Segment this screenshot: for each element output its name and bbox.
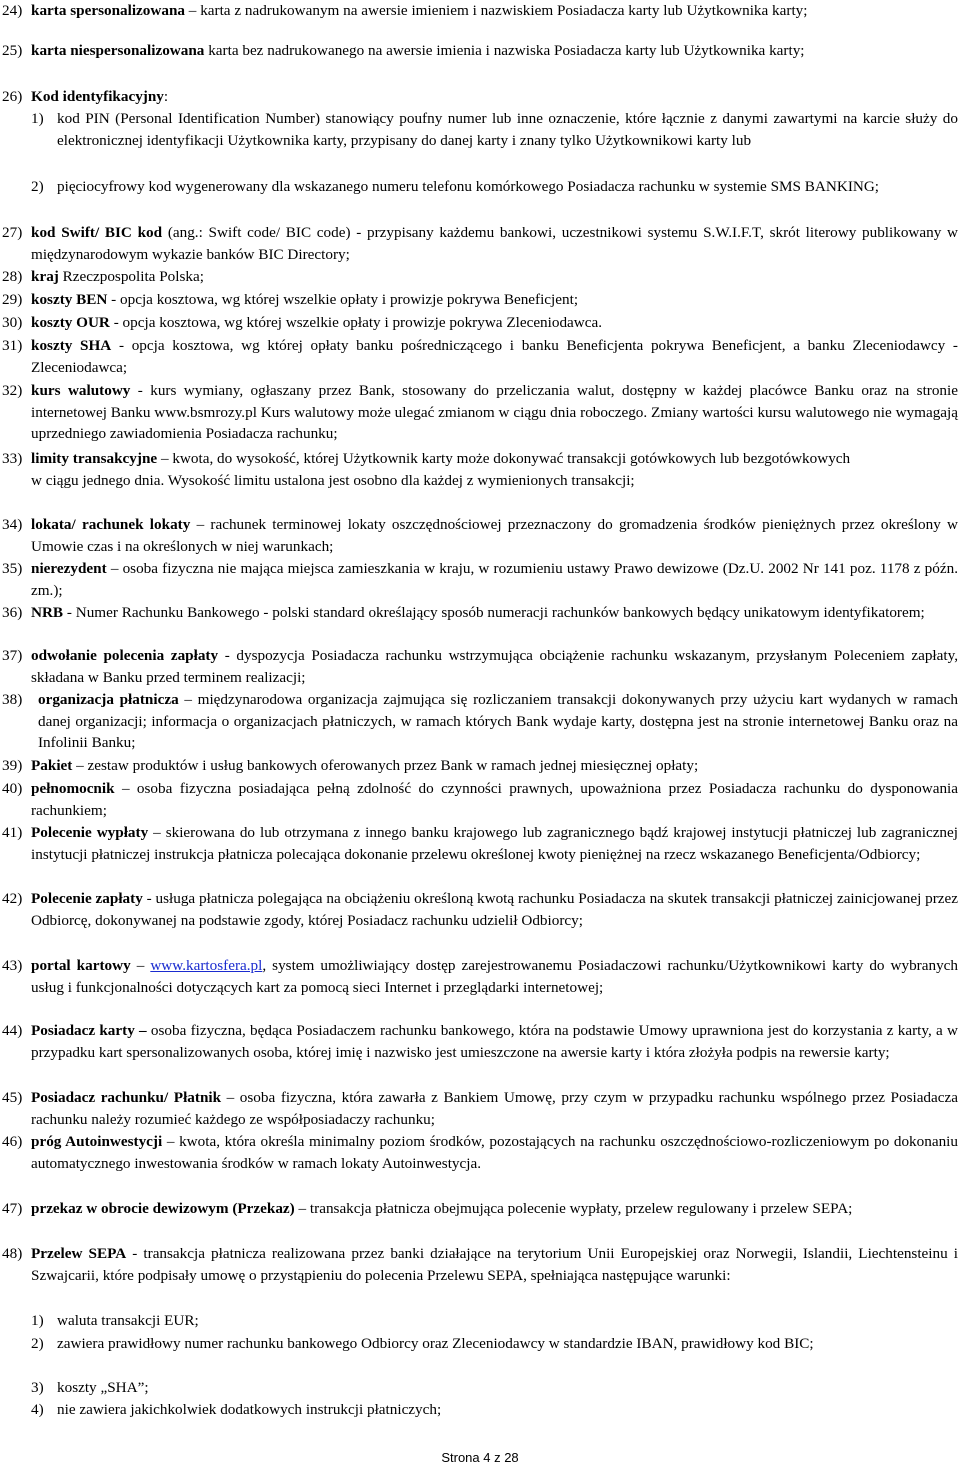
sub-number: 3) xyxy=(31,1379,44,1396)
definition-25 xyxy=(0,40,960,62)
definition-text: – transakcja płatnicza obejmująca polecenie wypłaty, przelew regulowany i przelew SEPA; xyxy=(294,1200,853,1217)
definition-text: – międzynarodowa organizacja zajmująca się rozliczaniem transakcji dokonywanych przy użyciu kart wydanych w ramach danej organizacji; informacja o organizacjach płatniczych, w ramach których Bank wydaje karty, dostępna jest na stronie internetowej Banku oraz na Infolinii Banku; xyxy=(38,691,958,751)
term: Pakiet xyxy=(31,757,73,774)
term: pełnomocnik xyxy=(31,780,115,797)
definition-38 xyxy=(0,689,960,754)
definition-34 xyxy=(0,514,960,557)
definition-text: – kwota, która określa minimalny poziom środków, pozostających na rachunku oszczędnościowo-rozliczeniowym po dokonaniu automatycznego inwestowania środków w ramach lokaty Autoinwestycja. xyxy=(31,1133,958,1172)
definition-text: - dyspozycja Posiadacza rachunku wstrzymująca obciążenie rachunku wskazanym, przysłanym Poleceniem zapłaty, składana w Banku przed terminem realizacji; xyxy=(31,647,958,686)
term: Polecenie wypłaty xyxy=(31,824,149,841)
item-number: 38) xyxy=(2,691,23,708)
item-number: 43) xyxy=(2,957,23,974)
definition-31 xyxy=(0,335,960,378)
definition-text: - opcja kosztowa, wg której opłaty banku pośredniczącego i banku Beneficjenta pokrywa Beneficjent, a banku Zleceniodawcy - Zleceniodawca; xyxy=(31,337,958,376)
item-number: 44) xyxy=(2,1022,23,1039)
item-number: 32) xyxy=(2,382,23,399)
item-number: 35) xyxy=(2,560,23,577)
term: Posiadacz rachunku/ Płatnik xyxy=(31,1089,222,1106)
definition-41 xyxy=(0,822,960,865)
sub-number: 2) xyxy=(31,1335,44,1352)
item-number: 36) xyxy=(2,604,23,621)
item-number: 37) xyxy=(2,647,23,664)
definition-text: – skierowana do lub otrzymana z innego banku krajowego lub zagranicznego bądź krajowej instytucji płatniczej lub zagranicznej instytucji płatniczej instrukcja płatnicza polecająca dokonanie przelewu określonej kwoty pieniężnej na rzecz wskazanego Beneficjenta/Odbiorcy; xyxy=(31,824,958,863)
term: kurs walutowy xyxy=(31,382,131,399)
term: próg Autoinwestycji xyxy=(31,1133,163,1150)
definition-text: - opcja kosztowa, wg której wszelkie opłaty i prowizje pokrywa Beneficjent; xyxy=(107,291,579,308)
item-number: 47) xyxy=(2,1200,23,1217)
definition-28 xyxy=(0,266,960,288)
sub-number: 4) xyxy=(31,1401,44,1418)
sub-term: kod PIN xyxy=(57,110,110,127)
sub-text: koszty „SHA”; xyxy=(57,1379,149,1396)
definition-text: – zestaw produktów i usług bankowych oferowanych przez Bank w ramach jednej miesięcznej opłaty; xyxy=(72,757,699,774)
definition-text: – osoba fizyczna, która zawarła z Bankiem Umowę, przy czym w przypadku rachunku wspólnego przez Posiadacza rachunku należy rozumieć każdego ze współposiadaczy rachunku; xyxy=(31,1089,958,1128)
term: portal kartowy xyxy=(31,957,131,974)
definition-36 xyxy=(0,602,960,624)
definition-45 xyxy=(0,1087,960,1130)
definition-26 xyxy=(0,86,960,108)
definition-35 xyxy=(0,558,960,601)
term: kraj xyxy=(31,268,59,285)
item-number: 42) xyxy=(2,890,23,907)
term: nierezydent xyxy=(31,560,107,577)
definition-text: : xyxy=(163,88,169,105)
definition-30 xyxy=(0,312,960,334)
sub-text: (Personal Identification Number) stanowiący poufny numer lub inne oznaczenie, które łącznie z danymi zawartymi na karcie służy do elektronicznej identyfikacji Użytkownika karty, przypisany do danej karty i znany tylko Użytkownikowi karty lub xyxy=(57,110,958,149)
item-number: 33) xyxy=(2,450,23,467)
term: lokata/ rachunek lokaty xyxy=(31,516,191,533)
term: kod Swift/ BIC kod xyxy=(31,224,163,241)
definition-42 xyxy=(0,888,960,931)
definition-24 xyxy=(0,0,960,22)
term: koszty BEN xyxy=(31,291,108,308)
sub-text: pięciocyfrowy kod wygenerowany dla wskazanego numeru telefonu komórkowego Posiadacza rachunku w systemie SMS BANKING; xyxy=(57,178,880,195)
item-number: 30) xyxy=(2,314,23,331)
sub-item-48-4 xyxy=(31,1399,958,1421)
item-number: 26) xyxy=(2,88,23,105)
term-dash: – xyxy=(130,957,151,974)
term: Polecenie zapłaty xyxy=(31,890,143,907)
definition-text: - Numer Rachunku Bankowego - polski standard określający sposób numeracji rachunków bankowych będący unikatowym identyfikatorem; xyxy=(63,604,925,621)
term: koszty SHA xyxy=(31,337,112,354)
definition-text: – osoba fizyczna posiadająca pełną zdolność do czynności prawnych, upoważniona przez Posiadacza rachunku do dysponowania rachunkiem; xyxy=(31,780,958,819)
definition-39 xyxy=(0,755,960,777)
definition-37 xyxy=(0,645,960,688)
definition-text: – osoba fizyczna nie mająca miejsca zamieszkania w kraju, w rozumieniu ustawy Prawo dewizowe (Dz.U. 2002 Nr 141 poz. 1178 z późn. zm.); xyxy=(31,560,958,599)
item-number: 31) xyxy=(2,337,23,354)
definition-47 xyxy=(0,1198,960,1220)
item-number: 34) xyxy=(2,516,23,533)
item-number: 40) xyxy=(2,780,23,797)
definition-text: - kurs wymiany, ogłaszany przez Bank, stosowany do przeliczania walut, dostępny w każdej placówce Banku oraz na stronie internetowej Banku www.bsmrozy.pl Kurs walutowy może ulegać zmianom w ciągu dnia roboczego. Zmiany wartości kursu walutowego nie wymagają uprzedniego zawiadomienia Posiadacza rachunku; xyxy=(31,382,958,442)
definition-44 xyxy=(0,1020,960,1063)
sub-item-48-3 xyxy=(31,1377,958,1399)
item-number: 48) xyxy=(2,1245,23,1262)
sub-number: 2) xyxy=(31,178,44,195)
page-footer: Strona 4 z 28 xyxy=(441,1450,519,1465)
term: przekaz w obrocie dewizowym (Przekaz) xyxy=(31,1200,295,1217)
sub-item-26-2 xyxy=(31,176,958,198)
term: Kod identyfikacyjny xyxy=(31,88,164,105)
sub-item-26-1 xyxy=(31,108,958,151)
item-number: 25) xyxy=(2,42,23,59)
definition-text: osoba fizyczna, będąca Posiadaczem rachunku bankowego, która na podstawie Umowy uprawniona jest do korzystania z karty, a w przypadku kart spersonalizowanych osoba, której imię i nazwisko jest umieszczone na awersie karty i która złożyła podpis na rewersie karty; xyxy=(31,1022,958,1061)
term: karta spersonalizowana xyxy=(31,2,185,19)
definition-48 xyxy=(0,1243,960,1286)
item-number: 29) xyxy=(2,291,23,308)
item-number: 27) xyxy=(2,224,23,241)
definition-29 xyxy=(0,289,960,311)
sub-text: nie zawiera jakichkolwiek dodatkowych instrukcji płatniczych; xyxy=(57,1401,442,1418)
item-number: 28) xyxy=(2,268,23,285)
item-number: 45) xyxy=(2,1089,23,1106)
sub-text: zawiera prawidłowy numer rachunku bankowego Odbiorcy oraz Zleceniodawcy w standardzie IBAN, prawidłowy kod BIC; xyxy=(57,1335,814,1352)
sub-number: 1) xyxy=(31,1312,44,1329)
definition-text: , system umożliwiający dostęp zarejestrowanemu Posiadaczowi rachunku/Użytkownikowi karty do wybranych usług i funkcjonalności dotyczących kart za pomocą sieci Internet i przeglądarki internetowej; xyxy=(31,957,958,996)
definition-text: – karta z nadrukowanym na awersie imieniem i nazwiskiem Posiadacza karty lub Użytkownika karty; xyxy=(185,2,808,19)
term: Przelew SEPA xyxy=(31,1245,127,1262)
kartosfera-link[interactable]: www.kartosfera.pl xyxy=(150,957,263,974)
term: odwołanie polecenia zapłaty xyxy=(31,647,219,664)
term: Posiadacz karty – xyxy=(31,1022,147,1039)
definition-text: – rachunek terminowej lokaty oszczędnościowej przeznaczony do gromadzenia środków pieniężnych przez określony w Umowie czas i na określonych w niej warunkach; xyxy=(31,516,958,555)
definition-text: - usługa płatnicza polegająca na obciążeniu określoną kwotą rachunku Posiadacza na skutek transakcji płatniczej zainicjowanej przez Odbiorcę, dokonywanej na podstawie zgody, której Posiadacz rachunku udzielił Odbiorcy; xyxy=(31,890,958,929)
sub-item-48-1 xyxy=(31,1310,958,1332)
term: karta niespersonalizowana xyxy=(31,42,205,59)
definition-40 xyxy=(0,778,960,821)
definition-27 xyxy=(0,222,960,265)
term: limity transakcyjne xyxy=(31,450,158,467)
item-number: 24) xyxy=(2,2,23,19)
definition-text: (ang.: Swift code/ BIC code) - przypisany każdemu bankowi, uczestnikowi systemu S.W.I.F.T, skrót literowy publikowany w międzynarodowym wykazie banków BIC Directory; xyxy=(31,224,959,263)
sub-text: waluta transakcji EUR; xyxy=(57,1312,199,1329)
definition-43 xyxy=(0,955,960,998)
definition-32 xyxy=(0,380,960,445)
definition-continuation: w ciągu jednego dnia. Wysokość limitu ustalona jest osobno dla każdej z wymienionych transakcji; xyxy=(31,471,635,489)
definition-text: – kwota, do wysokość, której Użytkownik karty może dokonywać transakcji gotówkowych lub bezgotówkowych xyxy=(157,450,851,467)
item-number: 46) xyxy=(2,1133,23,1150)
sub-number: 1) xyxy=(31,110,44,127)
term: koszty OUR xyxy=(31,314,110,331)
definition-text: - opcja kosztowa, wg której wszelkie opłaty i prowizje pokrywa Zleceniodawca. xyxy=(109,314,603,331)
definition-text: Rzeczpospolita Polska; xyxy=(58,268,204,285)
item-number: 41) xyxy=(2,824,23,841)
definition-46 xyxy=(0,1131,960,1174)
definition-text: - transakcja płatnicza realizowana przez banki działające na terytorium Unii Europejskiej oraz Norwegii, Islandii, Liechtensteinu i Szwajcarii, które podpisały umowę o przystąpieniu do polecenia Przelewu SEPA, spełniająca następujące warunki: xyxy=(31,1245,958,1284)
term: NRB xyxy=(31,604,64,621)
definition-text: karta bez nadrukowanego na awersie imienia i nazwiska Posiadacza karty lub Użytkownika karty; xyxy=(204,42,805,59)
item-number: 39) xyxy=(2,757,23,774)
term: organizacja płatnicza xyxy=(38,691,179,708)
definition-33 xyxy=(0,448,960,491)
sub-item-48-2 xyxy=(31,1333,958,1355)
